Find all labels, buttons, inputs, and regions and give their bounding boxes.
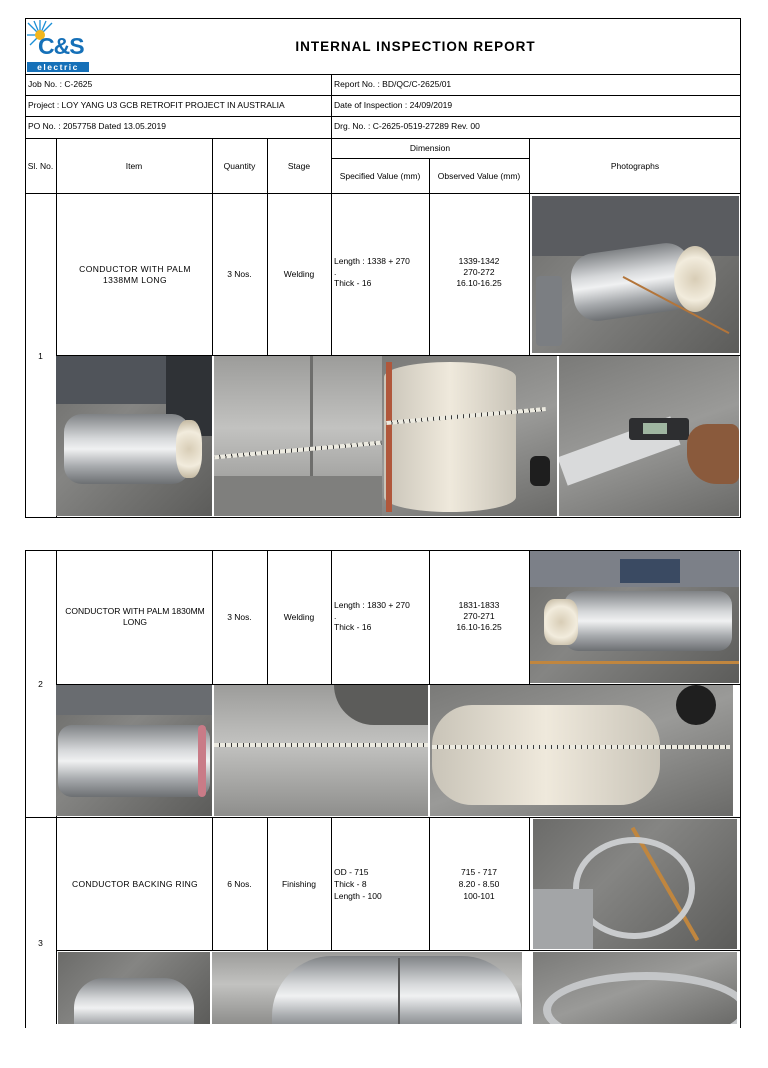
header-stage: Stage	[287, 160, 311, 171]
item-quantity: 3 Nos.	[227, 269, 252, 279]
logo-subtext: electric	[27, 62, 89, 72]
photo-backing-ring-2	[58, 952, 210, 1024]
job-number: Job No. : C-2625	[28, 79, 93, 89]
header-quantity: Quantity	[223, 160, 256, 171]
item-name: CONDUCTOR WITH PALM 1830MM LONG	[65, 606, 205, 627]
photo-conductor-palm-2	[56, 685, 212, 816]
photo-length-tape-measure	[214, 356, 382, 516]
report-title: INTERNAL INSPECTION REPORT	[295, 38, 536, 54]
item-specified-values: OD - 715 Thick - 8 Length - 100	[334, 867, 382, 901]
item-observed-values: 1339-1342 270-272 16.10-16.25	[456, 256, 502, 288]
item-sl-number: 1	[38, 350, 43, 361]
company-logo	[26, 19, 90, 73]
project-name: Project : LOY YANG U3 GCB RETROFIT PROJECT IN AUSTRALIA	[28, 100, 285, 110]
item-sl-number: 3	[38, 937, 43, 948]
photo-palm-measurement	[382, 356, 557, 516]
photo-conductor-palm-2	[56, 356, 212, 516]
item-quantity: 6 Nos.	[227, 878, 252, 889]
item-observed-values: 1831-1833 270-271 16.10-16.25	[456, 600, 502, 632]
po-number: PO No. : 2057758 Dated 13.05.2019	[28, 121, 166, 131]
item-observed-values: 715 - 717 8.20 - 8.50 100-101	[458, 867, 500, 901]
header-dimension: Dimension	[409, 142, 451, 153]
header-specified: Specified Value (mm)	[339, 170, 421, 181]
item-name: CONDUCTOR WITH PALM 1338MM LONG	[79, 263, 191, 285]
photo-conductor-palm-1	[532, 196, 739, 353]
item-specified-values: Length : 1830 + 270 . Thick - 16	[334, 600, 410, 632]
header-item: Item	[125, 160, 143, 171]
photo-backing-ring-4	[533, 952, 737, 1024]
photo-palm-measurement	[430, 685, 733, 816]
item-stage: Welding	[283, 269, 315, 279]
photo-length-tape-measure	[214, 685, 428, 816]
item-stage: Welding	[283, 611, 315, 622]
photo-backing-ring-3	[212, 952, 522, 1024]
header-sl-no: Sl. No.	[27, 160, 54, 171]
photo-backing-ring-1	[533, 819, 737, 949]
header-observed: Observed Value (mm)	[437, 170, 521, 181]
drawing-number: Drg. No. : C-2625-0519-27289 Rev. 00	[334, 121, 480, 131]
report-number: Report No. : BD/QC/C-2625/01	[334, 79, 452, 89]
logo-text: C&S	[38, 33, 84, 59]
item-sl-number: 2	[38, 678, 43, 689]
photo-thickness-caliper	[559, 356, 739, 516]
inspection-date: Date of Inspection : 24/09/2019	[334, 100, 453, 110]
photo-conductor-palm-1	[530, 551, 739, 683]
item-quantity: 3 Nos.	[227, 611, 252, 622]
header-photographs: Photographs	[610, 160, 660, 171]
item-specified-values: Length : 1338 + 270 . Thick - 16	[334, 256, 410, 288]
item-name: CONDUCTOR BACKING RING	[72, 878, 198, 889]
item-stage: Finishing	[281, 878, 317, 889]
